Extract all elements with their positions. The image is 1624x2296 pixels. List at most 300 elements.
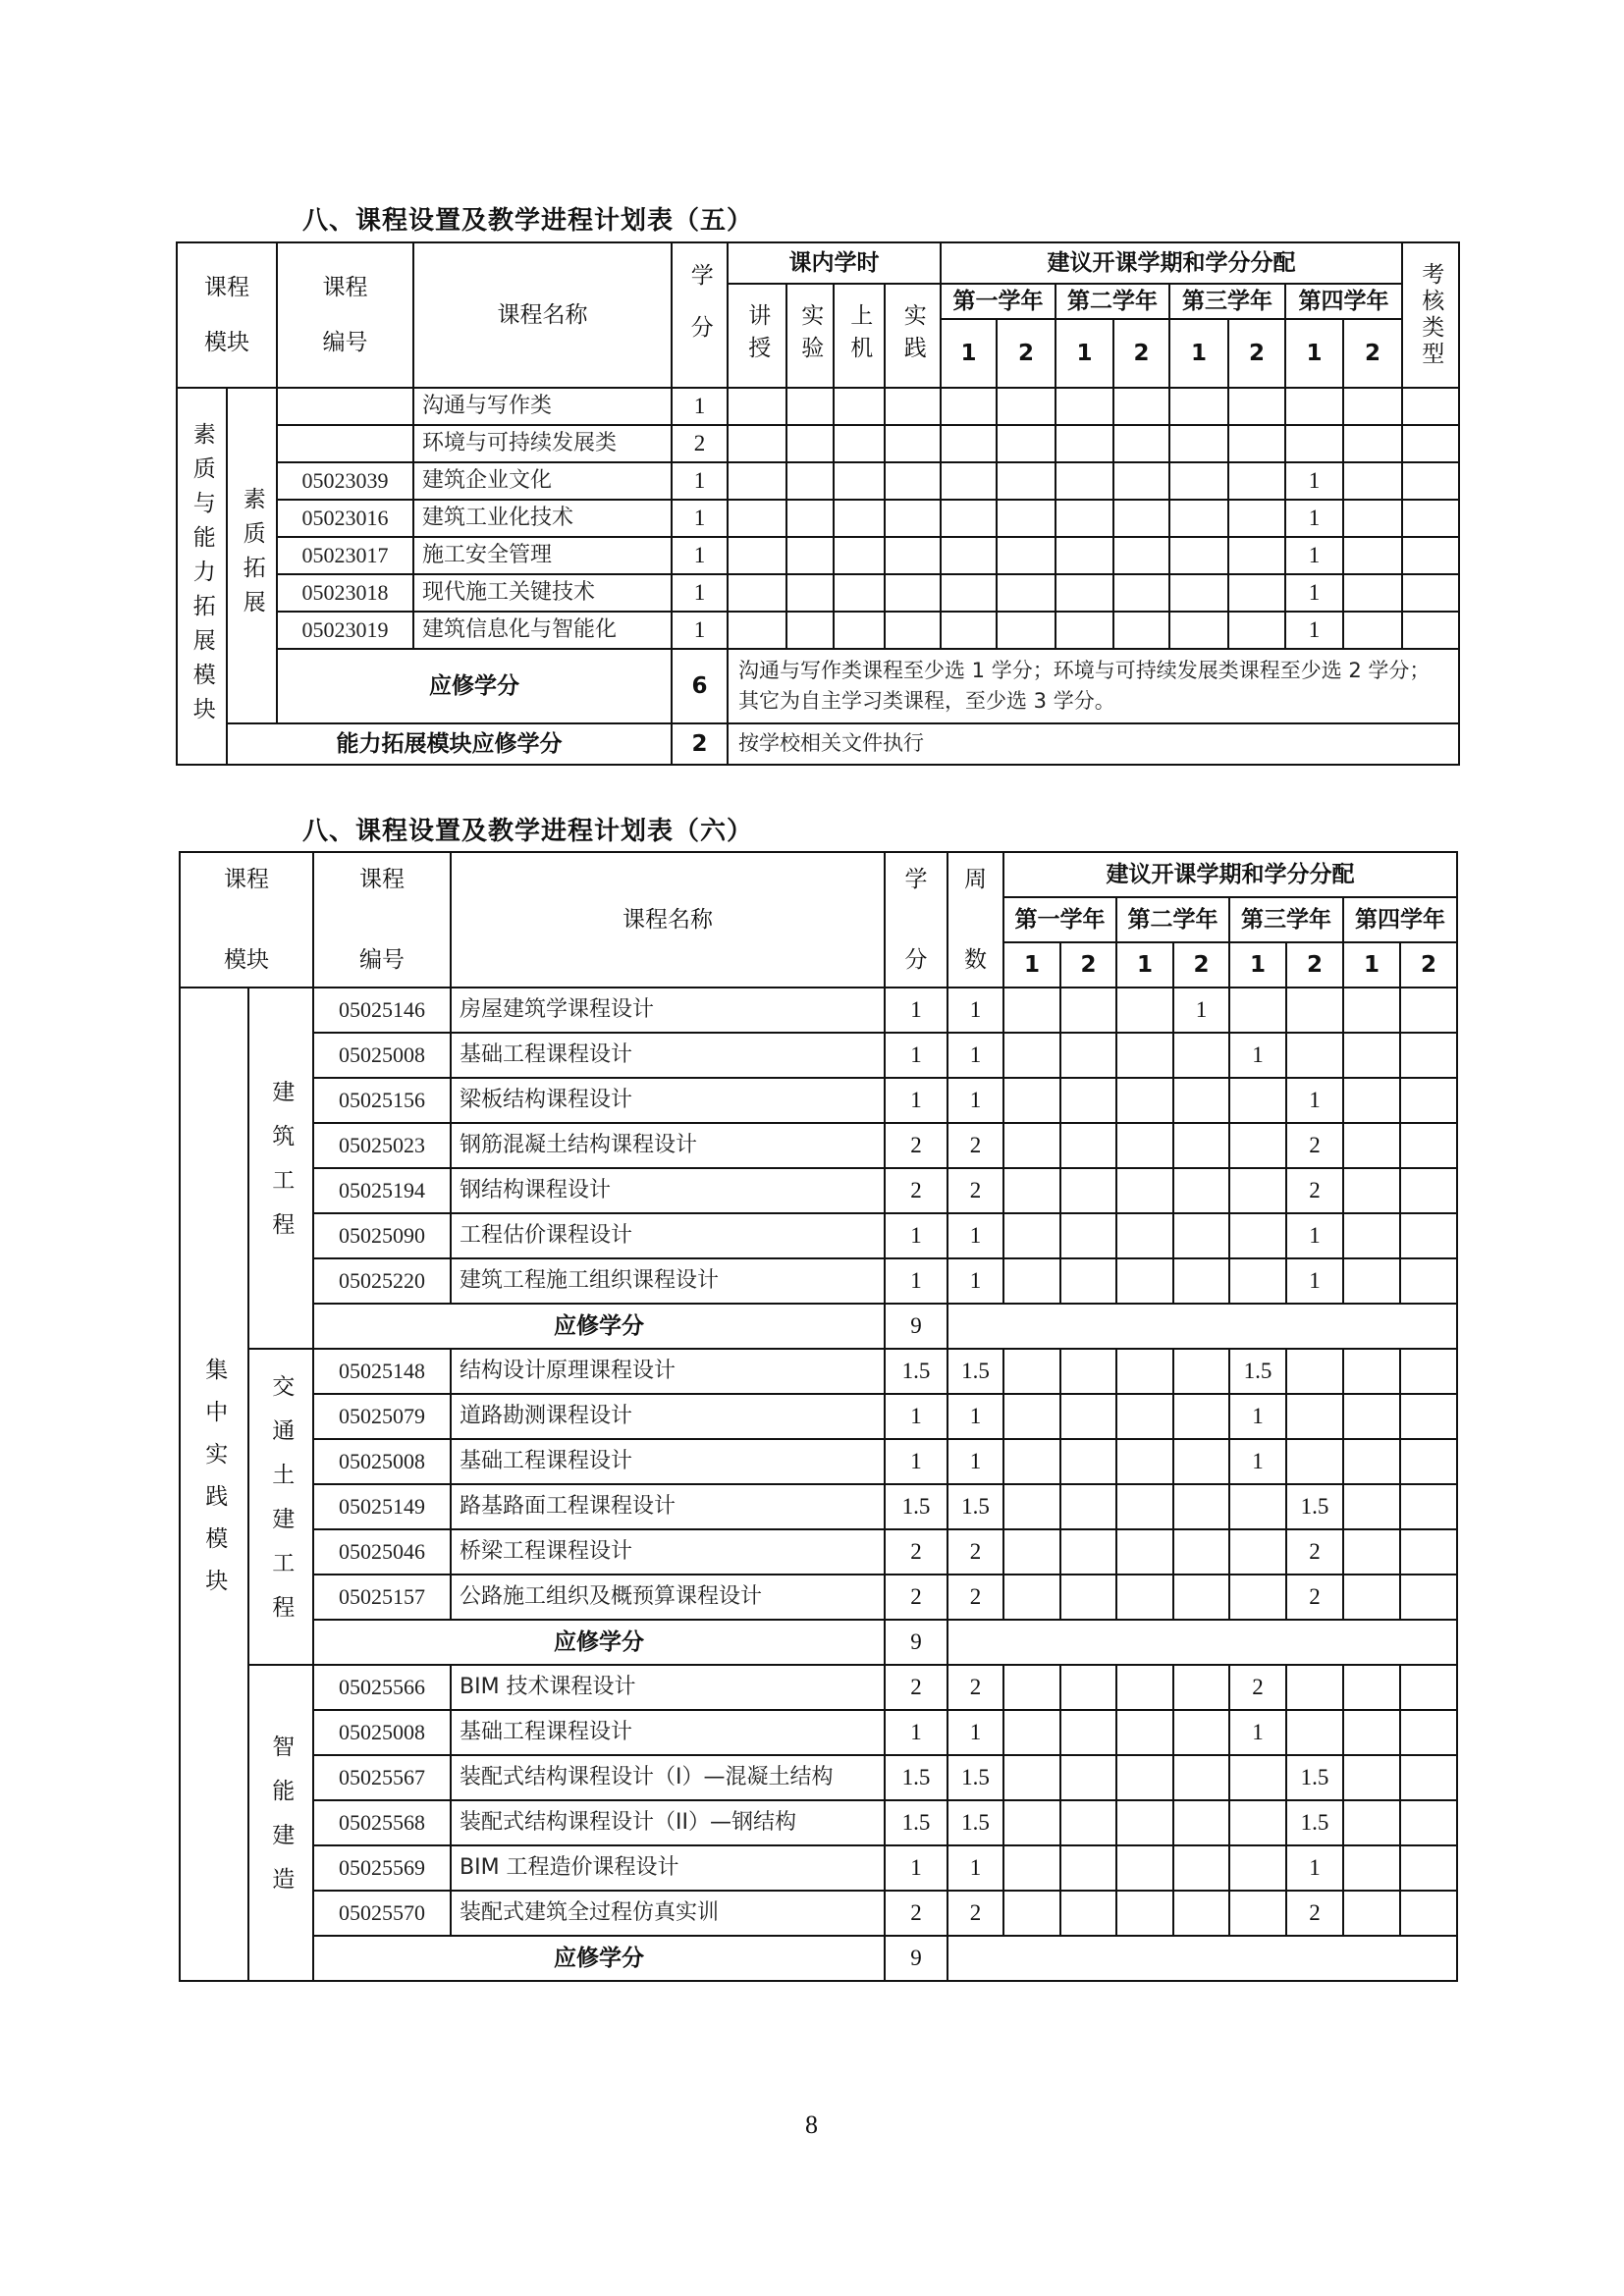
term-credit-cell [997,388,1056,425]
term-credit-cell [1343,1665,1400,1710]
term-credit-cell: 1.5 [1286,1755,1343,1800]
term-credit-cell [1003,1845,1060,1891]
subtotal-blank [947,1936,1457,1981]
header-weeks [947,852,1003,988]
header-code-top: 课程 [359,866,405,892]
term-credit-cell [1400,1575,1457,1620]
term-credit-cell [1056,500,1113,537]
hours-cell [885,425,941,462]
term-credit-cell [1056,425,1113,462]
term-credit-cell [1343,1710,1400,1755]
term-credit-cell [1116,1033,1173,1078]
term-credit-cell [1228,574,1285,612]
hours-cell [786,462,834,500]
term-credit-cell [1060,1755,1116,1800]
term-credit-cell [1343,1484,1400,1529]
course-credit: 1 [885,1078,947,1123]
term-credit-cell [1400,1755,1457,1800]
term-credit-cell [1169,388,1228,425]
term-credit-cell [1056,612,1113,649]
header-term: 2 [1400,942,1457,988]
term-credit-cell [1060,1033,1116,1078]
term-credit-cell: 1 [1229,1394,1286,1439]
table-row [180,988,1457,1033]
submodule-label [227,388,277,723]
header-hours-lecture [728,284,786,388]
hours-cell [834,537,885,574]
term-credit-cell [1116,1123,1173,1168]
header-term: 1 [941,319,997,388]
course-code: 05023019 [277,612,413,649]
term-credit-cell [1060,1891,1116,1936]
course-code: 05025146 [313,988,451,1033]
course-credit: 1 [885,1710,947,1755]
header-module-bottom: 模块 [204,330,249,355]
term-credit-cell [1116,1394,1173,1439]
term-credit-cell [1400,1213,1457,1258]
course-weeks: 2 [947,1123,1003,1168]
header-year-4: 第四学年 [1343,897,1457,942]
term-credit-cell [1003,1755,1060,1800]
course-code: 05025570 [313,1891,451,1936]
term-credit-cell: 1 [1286,1845,1343,1891]
term-credit-cell [1003,1258,1060,1304]
term-credit-cell [1173,1439,1229,1484]
hours-cell [834,425,885,462]
term-credit-cell: 1 [1173,988,1229,1033]
table-row [180,1078,1457,1123]
term-credit-cell [1228,500,1285,537]
course-code: 05025566 [313,1665,451,1710]
table-row [180,1168,1457,1213]
term-credit-cell [1400,988,1457,1033]
course-name: BIM 技术课程设计 [451,1665,885,1710]
term-credit-cell [1060,1213,1116,1258]
course-weeks: 1 [947,1710,1003,1755]
table-row [180,1755,1457,1800]
header-year-4: 第四学年 [1285,284,1402,319]
assessment-cell [1402,537,1459,574]
term-credit-cell: 1 [1285,500,1343,537]
subtotal-note: 沟通与写作类课程至少选 1 学分；环境与可持续发展类课程至少选 2 学分；其它为自主学习类课程，至少选 3 学分。 [728,649,1459,723]
course-weeks: 1 [947,1078,1003,1123]
header-hours-computer [834,284,885,388]
hours-cell [786,425,834,462]
term-credit-cell [1003,1484,1060,1529]
course-weeks: 2 [947,1891,1003,1936]
hours-cell [728,574,786,612]
subtotal-label: 应修学分 [313,1620,885,1665]
module-label-text: 集中实践模块 [201,1358,228,1611]
hours-cell [728,425,786,462]
header-term: 1 [1056,319,1113,388]
header-module [180,852,313,988]
term-credit-cell [941,500,997,537]
header-hours-computer-text: 上机 [846,303,873,368]
hours-cell [786,500,834,537]
hours-cell [885,537,941,574]
term-credit-cell [1116,1439,1173,1484]
term-credit-cell [1400,1349,1457,1394]
header-semester-group: 建议开课学期和学分分配 [1003,852,1457,897]
term-credit-cell [1229,1891,1286,1936]
header-code-bottom: 编号 [359,947,405,973]
course-credit: 1.5 [885,1349,947,1394]
term-credit-cell [1173,1123,1229,1168]
course-name: 施工安全管理 [413,537,672,574]
term-credit-cell [1229,988,1286,1033]
course-weeks: 1 [947,1394,1003,1439]
term-credit-cell [997,574,1056,612]
course-name: 工程估价课程设计 [451,1213,885,1258]
term-credit-cell [1343,1394,1400,1439]
course-name: 装配式结构课程设计（I）—混凝土结构 [451,1755,885,1800]
term-credit-cell [1173,1575,1229,1620]
term-credit-cell [1003,1800,1060,1845]
hours-cell [885,388,941,425]
hours-cell [834,500,885,537]
term-credit-cell: 2 [1286,1575,1343,1620]
header-assessment-text: 考核类型 [1418,262,1444,368]
term-credit-cell [1173,1213,1229,1258]
term-credit-cell [1060,988,1116,1033]
course-weeks: 1 [947,1213,1003,1258]
term-credit-cell [1229,1258,1286,1304]
course-code: 05025569 [313,1845,451,1891]
term-credit-cell [1285,425,1343,462]
table-row [177,462,1459,500]
hours-cell [834,612,885,649]
header-hours-practice-text: 实践 [899,303,926,368]
course-name: 装配式建筑全过程仿真实训 [451,1891,885,1936]
subtotal-blank [947,1304,1457,1349]
header-assessment [1402,242,1459,388]
term-credit-cell [1400,1123,1457,1168]
term-credit-cell [1400,1665,1457,1710]
term-credit-cell [1003,1575,1060,1620]
term-credit-cell [1113,388,1169,425]
term-credit-cell [1343,1078,1400,1123]
hours-cell [885,574,941,612]
term-credit-cell [1003,1213,1060,1258]
term-credit-cell [941,537,997,574]
assessment-cell [1402,612,1459,649]
module-label [177,388,227,765]
term-credit-cell [1056,537,1113,574]
total-label: 能力拓展模块应修学分 [227,723,672,765]
table-row [180,1800,1457,1845]
term-credit-cell [1003,1033,1060,1078]
course-code: 05025567 [313,1755,451,1800]
course-name: 梁板结构课程设计 [451,1078,885,1123]
term-credit-cell: 2 [1229,1665,1286,1710]
hours-cell [786,612,834,649]
term-credit-cell [941,462,997,500]
term-credit-cell [1169,462,1228,500]
term-credit-cell: 2 [1286,1168,1343,1213]
term-credit-cell [1229,1575,1286,1620]
term-credit-cell [1113,537,1169,574]
subtotal-row [177,649,1459,723]
term-credit-cell [1400,1439,1457,1484]
table-row [180,1484,1457,1529]
course-weeks: 2 [947,1575,1003,1620]
course-weeks: 2 [947,1529,1003,1575]
term-credit-cell: 2 [1286,1891,1343,1936]
subtotal-credit: 6 [672,649,728,723]
course-credit: 2 [885,1665,947,1710]
term-credit-cell [1343,1123,1400,1168]
term-credit-cell [1003,1394,1060,1439]
term-credit-cell [1400,1394,1457,1439]
term-credit-cell [941,612,997,649]
term-credit-cell [1116,1755,1173,1800]
term-credit-cell [1003,1891,1060,1936]
term-credit-cell [1003,988,1060,1033]
course-weeks: 1.5 [947,1800,1003,1845]
header-code [277,242,413,388]
term-credit-cell [1003,1078,1060,1123]
term-credit-cell: 1 [1285,462,1343,500]
term-credit-cell [1116,1529,1173,1575]
header-term: 1 [1229,942,1286,988]
total-note: 按学校相关文件执行 [728,723,1459,765]
term-credit-cell [1003,1168,1060,1213]
term-credit-cell [1229,1123,1286,1168]
term-credit-cell [1116,1213,1173,1258]
term-credit-cell: 1 [1285,612,1343,649]
course-code: 05025149 [313,1484,451,1529]
header-term: 2 [1286,942,1343,988]
term-credit-cell [1116,1665,1173,1710]
course-credit: 1 [672,612,728,649]
term-credit-cell [1173,1394,1229,1439]
table-row [177,388,1459,425]
course-code: 05025194 [313,1168,451,1213]
term-credit-cell [1060,1665,1116,1710]
table-row [177,500,1459,537]
term-credit-cell [1400,1800,1457,1845]
term-credit-cell [1286,1349,1343,1394]
term-credit-cell [1003,1439,1060,1484]
term-credit-cell [1228,425,1285,462]
term-credit-cell [1113,500,1169,537]
header-year-1: 第一学年 [1003,897,1116,942]
term-credit-cell [1343,988,1400,1033]
term-credit-cell [1343,1891,1400,1936]
term-credit-cell [997,462,1056,500]
course-name: 钢结构课程设计 [451,1168,885,1213]
term-credit-cell [1060,1258,1116,1304]
term-credit-cell [1060,1078,1116,1123]
subtotal-credit: 9 [885,1304,947,1349]
term-credit-cell [1173,1349,1229,1394]
header-credit-top: 学 [904,866,928,892]
course-code: 05025046 [313,1529,451,1575]
term-credit-cell [1400,1710,1457,1755]
term-credit-cell [1343,612,1402,649]
term-credit-cell [1056,462,1113,500]
course-code: 05025079 [313,1394,451,1439]
header-term: 1 [1169,319,1228,388]
term-credit-cell [1060,1349,1116,1394]
term-credit-cell [1229,1529,1286,1575]
term-credit-cell [1056,574,1113,612]
term-credit-cell [1400,1033,1457,1078]
course-name: BIM 工程造价课程设计 [451,1845,885,1891]
term-credit-cell [1060,1168,1116,1213]
term-credit-cell [1228,462,1285,500]
course-name: 沟通与写作类 [413,388,672,425]
assessment-cell [1402,388,1459,425]
group-label-text: 智能建造 [268,1735,295,1911]
assessment-cell [1402,500,1459,537]
term-credit-cell [1173,1168,1229,1213]
header-hours-practice [885,284,941,388]
term-credit-cell [1229,1213,1286,1258]
term-credit-cell [1400,1168,1457,1213]
hours-cell [786,388,834,425]
total-credit: 2 [672,723,728,765]
term-credit-cell [1343,574,1402,612]
header-term: 2 [1173,942,1229,988]
term-credit-cell [1400,1529,1457,1575]
table-row [180,1394,1457,1439]
term-credit-cell: 1 [1286,1213,1343,1258]
table-row [180,1665,1457,1710]
term-credit-cell [1116,1484,1173,1529]
header-hours-lecture-text: 讲授 [744,303,771,368]
term-credit-cell [1400,1258,1457,1304]
term-credit-cell [997,612,1056,649]
term-credit-cell [1173,1800,1229,1845]
course-name: 建筑工业化技术 [413,500,672,537]
total-row [177,723,1459,765]
term-credit-cell: 1.5 [1286,1484,1343,1529]
term-credit-cell [1116,1078,1173,1123]
table-row [177,537,1459,574]
table-row [177,425,1459,462]
course-name: 建筑工程施工组织课程设计 [451,1258,885,1304]
term-credit-cell [1286,1665,1343,1710]
term-credit-cell [1116,1168,1173,1213]
course-weeks: 1.5 [947,1349,1003,1394]
term-credit-cell [997,500,1056,537]
term-credit-cell [941,574,997,612]
course-credit: 1 [885,1845,947,1891]
course-code: 05025008 [313,1710,451,1755]
course-code: 05025568 [313,1800,451,1845]
term-credit-cell: 1 [1285,574,1343,612]
term-credit-cell [1228,388,1285,425]
subtotal-label: 应修学分 [313,1936,885,1981]
term-credit-cell [1116,1800,1173,1845]
term-credit-cell [1228,612,1285,649]
course-code: 05025156 [313,1078,451,1123]
term-credit-cell [1343,500,1402,537]
term-credit-cell [1169,500,1228,537]
table-row [180,1710,1457,1755]
subtotal-row [180,1936,1457,1981]
table5-title: 八、课程设置及教学进程计划表（五） [302,206,754,236]
term-credit-cell [1060,1575,1116,1620]
header-term: 2 [1228,319,1285,388]
term-credit-cell: 1.5 [1229,1349,1286,1394]
course-credit: 1 [672,500,728,537]
course-credit: 1.5 [885,1484,947,1529]
header-credit-text: 学分 [686,263,713,367]
header-module [177,242,277,388]
header-term: 1 [1116,942,1173,988]
header-module-top: 课程 [224,866,269,892]
term-credit-cell [1003,1349,1060,1394]
course-weeks: 1 [947,1258,1003,1304]
header-year-1: 第一学年 [941,284,1056,319]
course-name: 建筑信息化与智能化 [413,612,672,649]
hours-cell [728,500,786,537]
term-credit-cell [1173,1258,1229,1304]
subtotal-label: 应修学分 [313,1304,885,1349]
course-name: 道路勘测课程设计 [451,1394,885,1439]
course-plan-table-5 [176,241,1460,766]
course-name: 钢筋混凝土结构课程设计 [451,1123,885,1168]
page-number: 8 [805,2110,818,2139]
hours-cell [834,388,885,425]
term-credit-cell [1113,462,1169,500]
header-course-name: 课程名称 [451,852,885,988]
course-credit: 1 [672,462,728,500]
term-credit-cell [1113,574,1169,612]
table-row [180,1349,1457,1394]
term-credit-cell: 1 [1229,1710,1286,1755]
term-credit-cell [1343,1258,1400,1304]
subtotal-credit: 9 [885,1620,947,1665]
term-credit-cell [1285,388,1343,425]
group-label-text: 交通土建工程 [268,1374,295,1639]
course-name: 结构设计原理课程设计 [451,1349,885,1394]
course-name: 现代施工关键技术 [413,574,672,612]
hours-cell [728,537,786,574]
hours-cell [834,574,885,612]
course-name: 环境与可持续发展类 [413,425,672,462]
course-weeks: 1.5 [947,1484,1003,1529]
course-code [277,388,413,425]
course-code: 05025148 [313,1349,451,1394]
term-credit-cell [1343,1439,1400,1484]
term-credit-cell [1286,1439,1343,1484]
course-code: 05025023 [313,1123,451,1168]
term-credit-cell [1116,988,1173,1033]
header-credit [885,852,947,988]
term-credit-cell [1286,988,1343,1033]
header-term: 2 [997,319,1056,388]
header-weeks-top: 周 [964,866,987,892]
term-credit-cell: 2 [1286,1123,1343,1168]
term-credit-cell [1343,1033,1400,1078]
term-credit-cell [1229,1078,1286,1123]
course-credit: 1 [885,1213,947,1258]
course-code: 05025008 [313,1033,451,1078]
course-credit: 2 [885,1575,947,1620]
term-credit-cell [1173,1033,1229,1078]
term-credit-cell [1060,1123,1116,1168]
header-hours-lab [786,284,834,388]
course-credit: 1 [885,1258,947,1304]
submodule-label-text: 素质拓展 [239,487,265,624]
course-name: 基础工程课程设计 [451,1439,885,1484]
course-credit: 2 [885,1891,947,1936]
term-credit-cell [1003,1529,1060,1575]
